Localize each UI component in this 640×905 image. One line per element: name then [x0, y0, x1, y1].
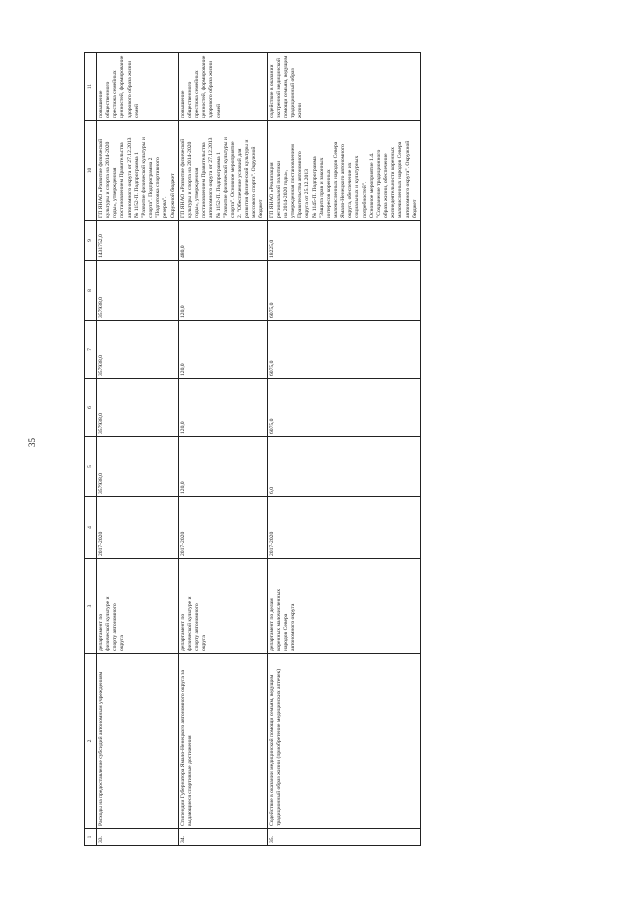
- funding-2019: 6075,0: [267, 321, 420, 379]
- program-source: ГП ЯНАО «Реализация региональной политики на 2014-2020 годы», утвержденная постановлением Правительства автономного округа от 25.12.2013 № 1145-П. Подпрограмма "Защита прав и законных интересов коренных малочисленных народов Севера Ямало-Ненецкого автономного округа, обеспечение их социальных и культурных потребностей". Основное мероприятие 1.4. "Сохранение традиционного образа жизни, обеспечение жизнедеятельности коренных малочисленных народов Севера автономного округа". Окружной бюджет: [267, 121, 420, 221]
- funding-2018: 120,0: [178, 379, 267, 437]
- event-name: Содействие в оказании медицинской помощи семьям, ведущим традиционный образ жизни (приобретение медицинских аптечек): [267, 654, 420, 829]
- table-row: [97, 53, 179, 846]
- expected-result: повышение общественного престижа семейных ценностей, формирование здорового образа жизни семей: [97, 53, 179, 121]
- header-cell-7: 7: [85, 321, 97, 379]
- header-cell-6: 6: [85, 379, 97, 437]
- header-cell-10: 10: [85, 121, 97, 221]
- header-cell-3: 3: [85, 559, 97, 654]
- expected-result: повышение общественного престижа семейных ценностей, формирование здорового образа жизни семей: [178, 53, 267, 121]
- funding-2018: 357938,0: [97, 379, 179, 437]
- program-source: ГП ЯНАО «Развитие физической культуры и спорта на 2014-2020 годы», утвержденная постановлением Правительства автономного округа от 27.12.2013 № 1152-П. Подпрограмма 1 "Развитие физической культуры и спорта". Основное мероприятие 2. "Обеспечение условий для развития физической культуры и массового спорта". Окружной бюджет: [178, 121, 267, 221]
- funding-2019: 120,0: [178, 321, 267, 379]
- header-cell-9: 9: [85, 221, 97, 261]
- funding-2017: 6,0: [267, 437, 420, 497]
- table-row: [178, 53, 267, 846]
- row-number: 34.: [178, 829, 267, 846]
- funding-total: 1431752,0: [97, 221, 179, 261]
- row-number: 35.: [267, 829, 420, 846]
- row-number: 33.: [97, 829, 179, 846]
- executor: департамент по физической культуре и спорту автономного округа: [178, 559, 267, 654]
- funding-2020: 120,0: [178, 261, 267, 321]
- header-cell-4: 4: [85, 497, 97, 559]
- funding-2017: 120,0: [178, 437, 267, 497]
- funding-2019: 357938,0: [97, 321, 179, 379]
- executor: департамент по делам коренных малочисленных народов Севера автономного округа: [267, 559, 420, 654]
- funding-total: 480,0: [178, 221, 267, 261]
- header-cell-5: 5: [85, 437, 97, 497]
- header-cell-11: 11: [85, 53, 97, 121]
- expected-result: содействие в оказании экстренной медицинской помощи семьям, ведущим традиционный образ жизни: [267, 53, 420, 121]
- period: 2017-2020: [267, 497, 420, 559]
- event-name: Расходы на предоставление субсидий автономным учреждениям: [97, 654, 179, 829]
- funding-total: 18225,0: [267, 221, 420, 261]
- funding-2018: 6075,0: [267, 379, 420, 437]
- funding-2020: 6075,0: [267, 261, 420, 321]
- program-table: [84, 52, 421, 846]
- funding-2020: 357938,0: [97, 261, 179, 321]
- rotated-table: [84, 53, 418, 846]
- funding-2017: 357938,0: [97, 437, 179, 497]
- period: 2017-2020: [178, 497, 267, 559]
- header-row: [85, 53, 97, 846]
- executor: департамент по физической культуре и спорту автономного округа: [97, 559, 179, 654]
- page-number: 35: [27, 438, 37, 447]
- event-name: Стипендии Губернатора Ямало-Ненецкого автономного округа за выдающиеся спортивные достижения: [178, 654, 267, 829]
- header-cell-2: 2: [85, 654, 97, 829]
- period: 2017-2020: [97, 497, 179, 559]
- header-cell-8: 8: [85, 261, 97, 321]
- program-source: ГП ЯНАО «Развитие физической культуры и спорта на 2014-2020 годы», утвержденная постановлением Правительства автономного округа от 27.12.2013 № 1152-П. Подпрограмма 1 "Развитие физической культуры и спорта". Подпрограмма 2 "Подготовка спортивного резерва". Окружной бюджет: [97, 121, 179, 221]
- header-cell-1: 1: [85, 829, 97, 846]
- table-row: [267, 53, 420, 846]
